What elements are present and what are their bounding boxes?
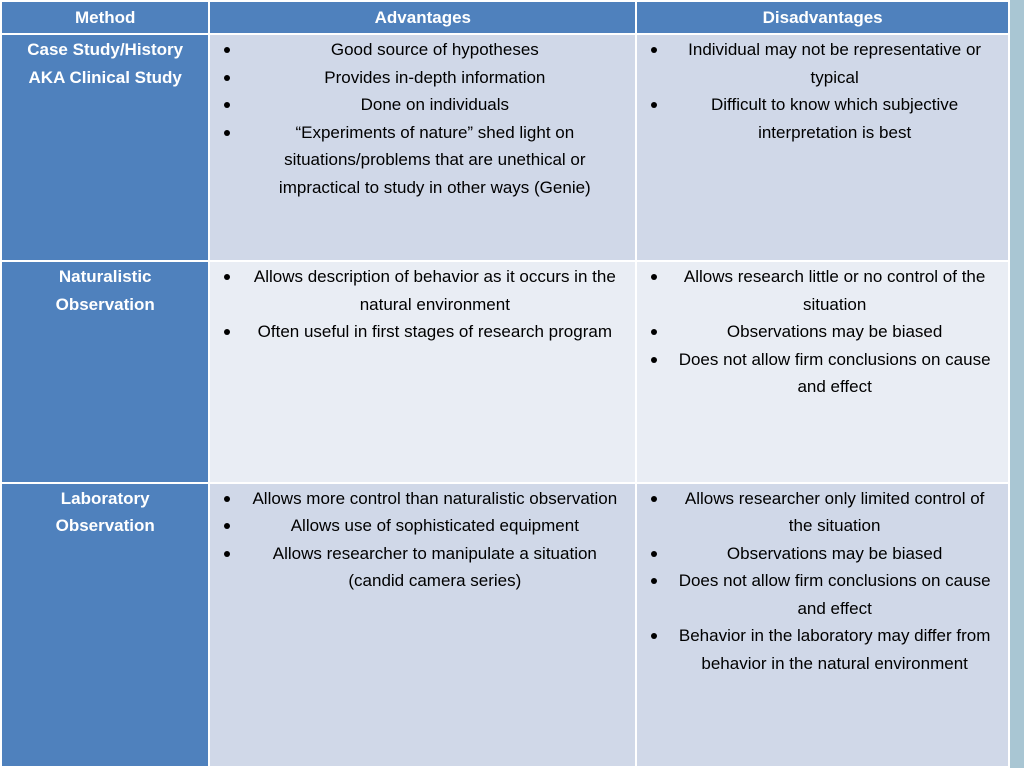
- list-item: [224, 540, 625, 595]
- bullet-dot-icon: [224, 551, 230, 557]
- disadvantages-cell: [636, 261, 1009, 482]
- method-cell: [1, 483, 209, 767]
- disadvantage-text: Observations may be biased: [726, 543, 943, 563]
- bullet-dot-icon: [651, 274, 657, 280]
- bullet-dot-icon: [651, 551, 657, 557]
- slide-side-accent-bar: [1010, 0, 1024, 768]
- disadvantage-text: Individual may not be representative or typical: [688, 40, 982, 87]
- advantage-text: “Experiments of nature” shed light on situations/problems that are unethical or impractical to study in other ways (Genie): [278, 122, 591, 197]
- disadvantage-text: Difficult to know which subjective interpretation is best: [711, 95, 959, 142]
- method-cell: [1, 34, 209, 261]
- advantage-text: Allows use of sophisticated equipment: [290, 516, 579, 536]
- advantage-text: Allows description of behavior as it occurs in the natural environment: [253, 267, 616, 314]
- list-item: [651, 36, 998, 91]
- disadvantage-text: Observations may be biased: [726, 322, 943, 342]
- advantages-cell: [209, 261, 636, 482]
- list-item: [651, 622, 998, 677]
- advantage-text: Good source of hypotheses: [330, 40, 539, 59]
- list-item: [651, 346, 998, 401]
- table-header-row: [1, 1, 1009, 34]
- list-item: [224, 263, 625, 318]
- list-item: [224, 318, 625, 346]
- advantage-text: Allows more control than naturalistic observation: [252, 488, 618, 508]
- bullet-dot-icon: [651, 357, 657, 363]
- bullet-dot-icon: [651, 578, 657, 584]
- header-advantages: Advantages: [209, 1, 636, 34]
- method-label-line: Observation: [55, 516, 155, 536]
- method-label-line: Case Study/History: [27, 40, 184, 59]
- list-item: [224, 485, 625, 513]
- disadvantages-cell: [636, 34, 1009, 261]
- disadvantage-text: Does not allow firm conclusions on cause and effect: [678, 571, 991, 618]
- disadvantage-text: Allows researcher only limited control of the situation: [684, 488, 985, 536]
- list-item: [224, 119, 625, 202]
- list-item: [651, 318, 998, 346]
- method-cell: [1, 261, 209, 482]
- method-label-line: AKA Clinical Study: [28, 67, 182, 87]
- disadvantage-text: Behavior in the laboratory may differ from behavior in the natural environment: [678, 626, 991, 673]
- list-item: [651, 91, 998, 146]
- advantage-text: Done on individuals: [360, 95, 510, 114]
- bullet-dot-icon: [651, 496, 657, 502]
- table-row-case-study: [1, 34, 1009, 261]
- bullet-dot-icon: [224, 496, 230, 502]
- table-row-naturalistic-observation: [1, 261, 1009, 482]
- method-label-line: Laboratory: [60, 488, 150, 508]
- bullet-dot-icon: [651, 329, 657, 335]
- disadvantages-cell: [636, 483, 1009, 767]
- advantage-text: Often useful in first stages of research program: [257, 322, 612, 342]
- bullet-dot-icon: [224, 102, 230, 108]
- list-item: [224, 64, 625, 92]
- bullet-dot-icon: [224, 329, 230, 335]
- header-method: Method: [1, 1, 209, 34]
- header-disadvantages: Disadvantages: [636, 1, 1009, 34]
- method-label-line: Observation: [55, 294, 155, 314]
- bullet-dot-icon: [224, 274, 230, 280]
- list-item: [651, 540, 998, 568]
- bullet-dot-icon: [651, 47, 657, 53]
- bullet-dot-icon: [224, 130, 230, 136]
- list-item: [224, 512, 625, 540]
- bullet-dot-icon: [651, 633, 657, 639]
- disadvantage-text: Does not allow firm conclusions on cause and effect: [678, 349, 991, 397]
- advantage-text: Provides in-depth information: [324, 67, 546, 87]
- bullet-dot-icon: [224, 75, 230, 81]
- list-item: [651, 485, 998, 540]
- bullet-dot-icon: [224, 523, 230, 529]
- advantages-cell: [209, 483, 636, 767]
- list-item: [651, 263, 998, 318]
- bullet-dot-icon: [224, 47, 230, 53]
- disadvantage-text: Allows research little or no control of the situation: [683, 267, 986, 314]
- advantages-cell: [209, 34, 636, 261]
- method-label-line: Naturalistic: [58, 267, 152, 287]
- bullet-dot-icon: [651, 102, 657, 108]
- table-row-laboratory-observation: [1, 483, 1009, 767]
- list-item: [651, 567, 998, 622]
- list-item: [224, 91, 625, 119]
- list-item: [224, 36, 625, 64]
- advantage-text: Allows researcher to manipulate a situation (candid camera series): [272, 543, 597, 591]
